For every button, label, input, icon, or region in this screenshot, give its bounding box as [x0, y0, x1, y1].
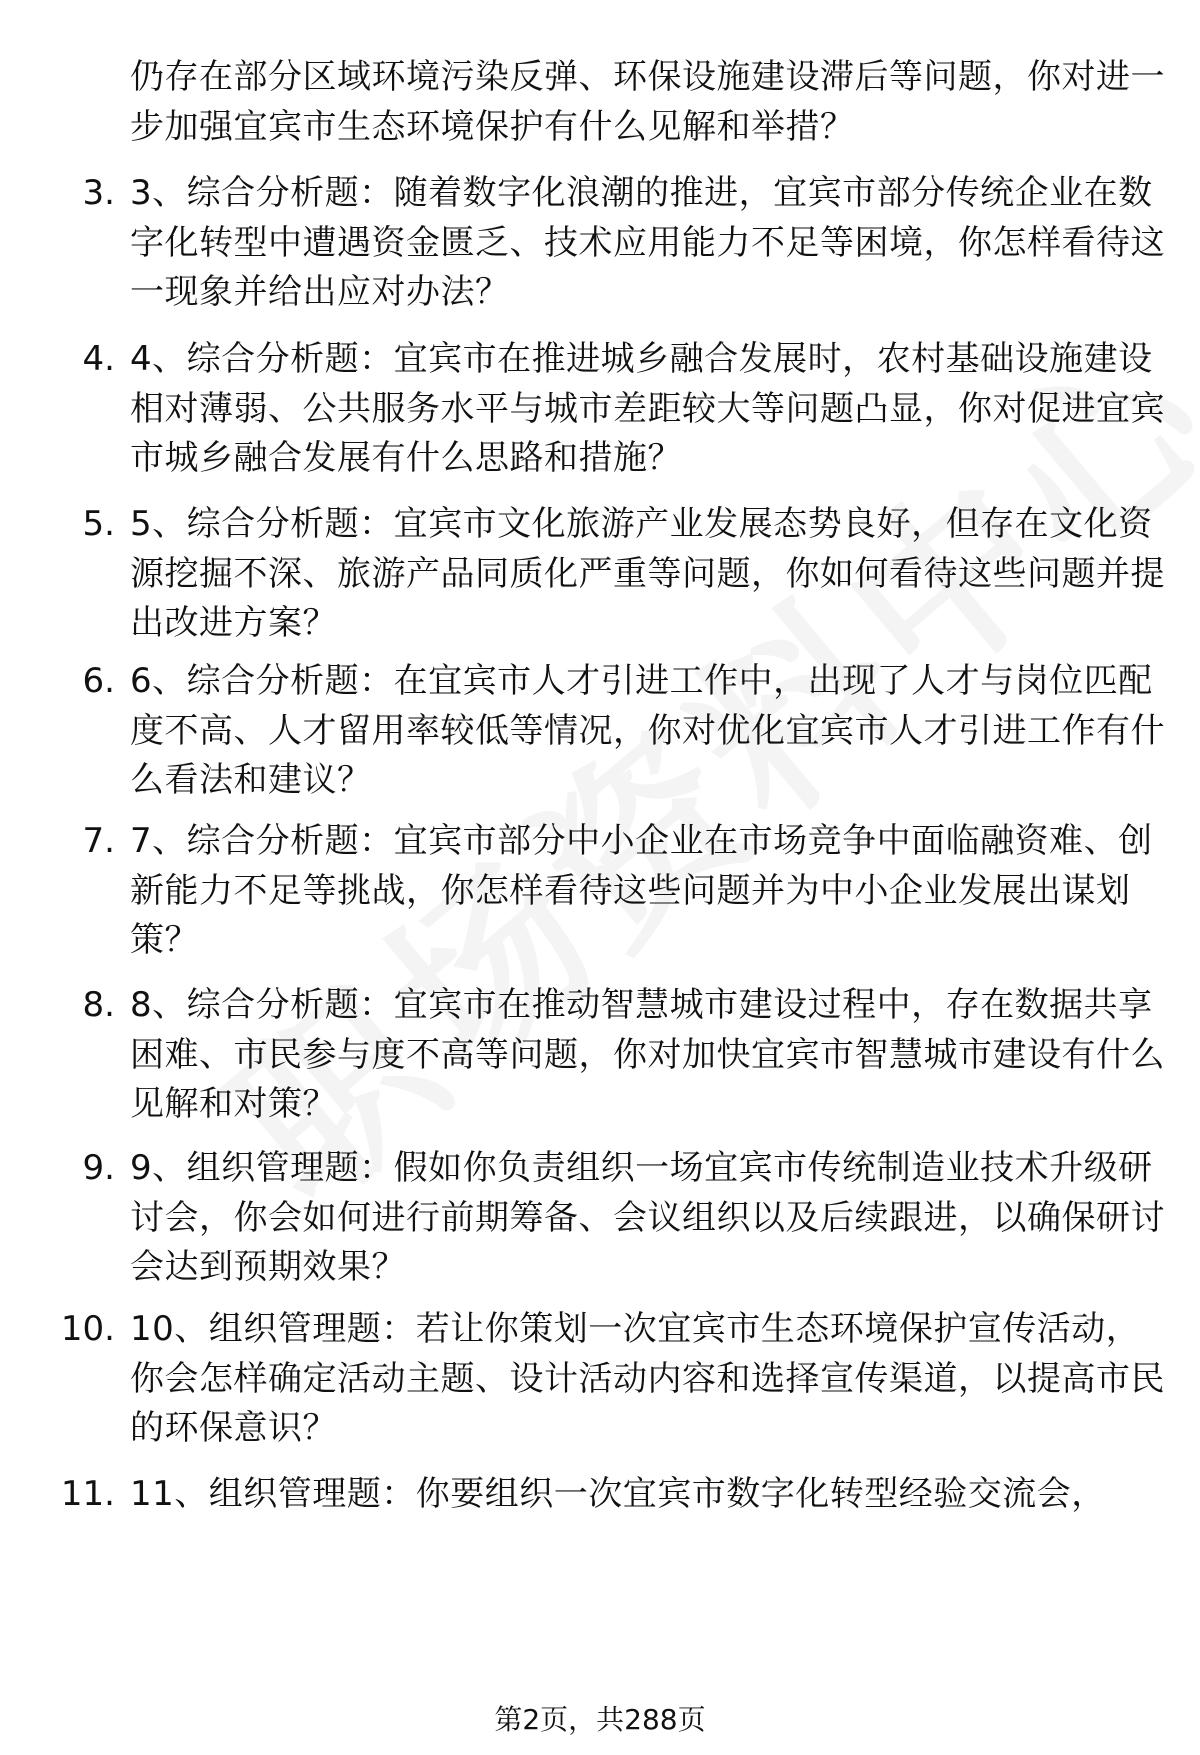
question-number: 10. [60, 1309, 115, 1349]
question-text: 6、综合分析题：在宜宾市人才引进工作中，出现了人才与岗位匹配度不高、人才留用率较低等情况，你对优化宜宾市人才引进工作有什么看法和建议？ [130, 661, 1165, 800]
question-number: 8. [82, 985, 115, 1025]
continuation-text: 仍存在部分区域环境污染反弹、环保设施建设滞后等问题，你对进一步加强宜宾市生态环境保护有什么见解和举措？ [130, 57, 1165, 147]
question-text: 11、组织管理题：你要组织一次宜宾市数字化转型经验交流会， [130, 1474, 1106, 1514]
question-number: 4. [82, 339, 115, 379]
question-text: 10、组织管理题：若让你策划一次宜宾市生态环境保护宣传活动，你会怎样确定活动主题、设计活动内容和选择宣传渠道，以提高市民的环保意识？ [130, 1309, 1165, 1448]
question-number: 11. [60, 1474, 115, 1514]
question-text: 4、综合分析题：宜宾市在推进城乡融合发展时，农村基础设施建设相对薄弱、公共服务水平与城市差距较大等问题凸显，你对促进宜宾市城乡融合发展有什么思路和措施？ [130, 339, 1165, 478]
question-number: 5. [82, 504, 115, 544]
page-footer: 第2页，共288页 [494, 1703, 706, 1736]
question-text: 3、综合分析题：随着数字化浪潮的推进，宜宾市部分传统企业在数字化转型中遭遇资金匮乏、技术应用能力不足等困境，你怎样看待这一现象并给出应对办法？ [130, 173, 1165, 312]
question-number: 9. [82, 1148, 115, 1188]
question-text: 8、综合分析题：宜宾市在推动智慧城市建设过程中，存在数据共享困难、市民参与度不高等问题，你对加快宜宾市智慧城市建设有什么见解和对策？ [130, 985, 1165, 1124]
question-text: 7、综合分析题：宜宾市部分中小企业在市场竞争中面临融资难、创新能力不足等挑战，你怎样看待这些问题并为中小企业发展出谋划策？ [130, 821, 1153, 960]
question-text: 9、组织管理题：假如你负责组织一场宜宾市传统制造业技术升级研讨会，你会如何进行前期筹备、会议组织以及后续跟进，以确保研讨会达到预期效果？ [130, 1148, 1165, 1287]
question-number: 6. [82, 661, 115, 701]
question-number: 7. [82, 821, 115, 861]
question-text: 5、综合分析题：宜宾市文化旅游产业发展态势良好，但存在文化资源挖掘不深、旅游产品同质化严重等问题，你如何看待这些问题并提出改进方案？ [130, 504, 1165, 643]
question-number: 3. [82, 173, 115, 213]
